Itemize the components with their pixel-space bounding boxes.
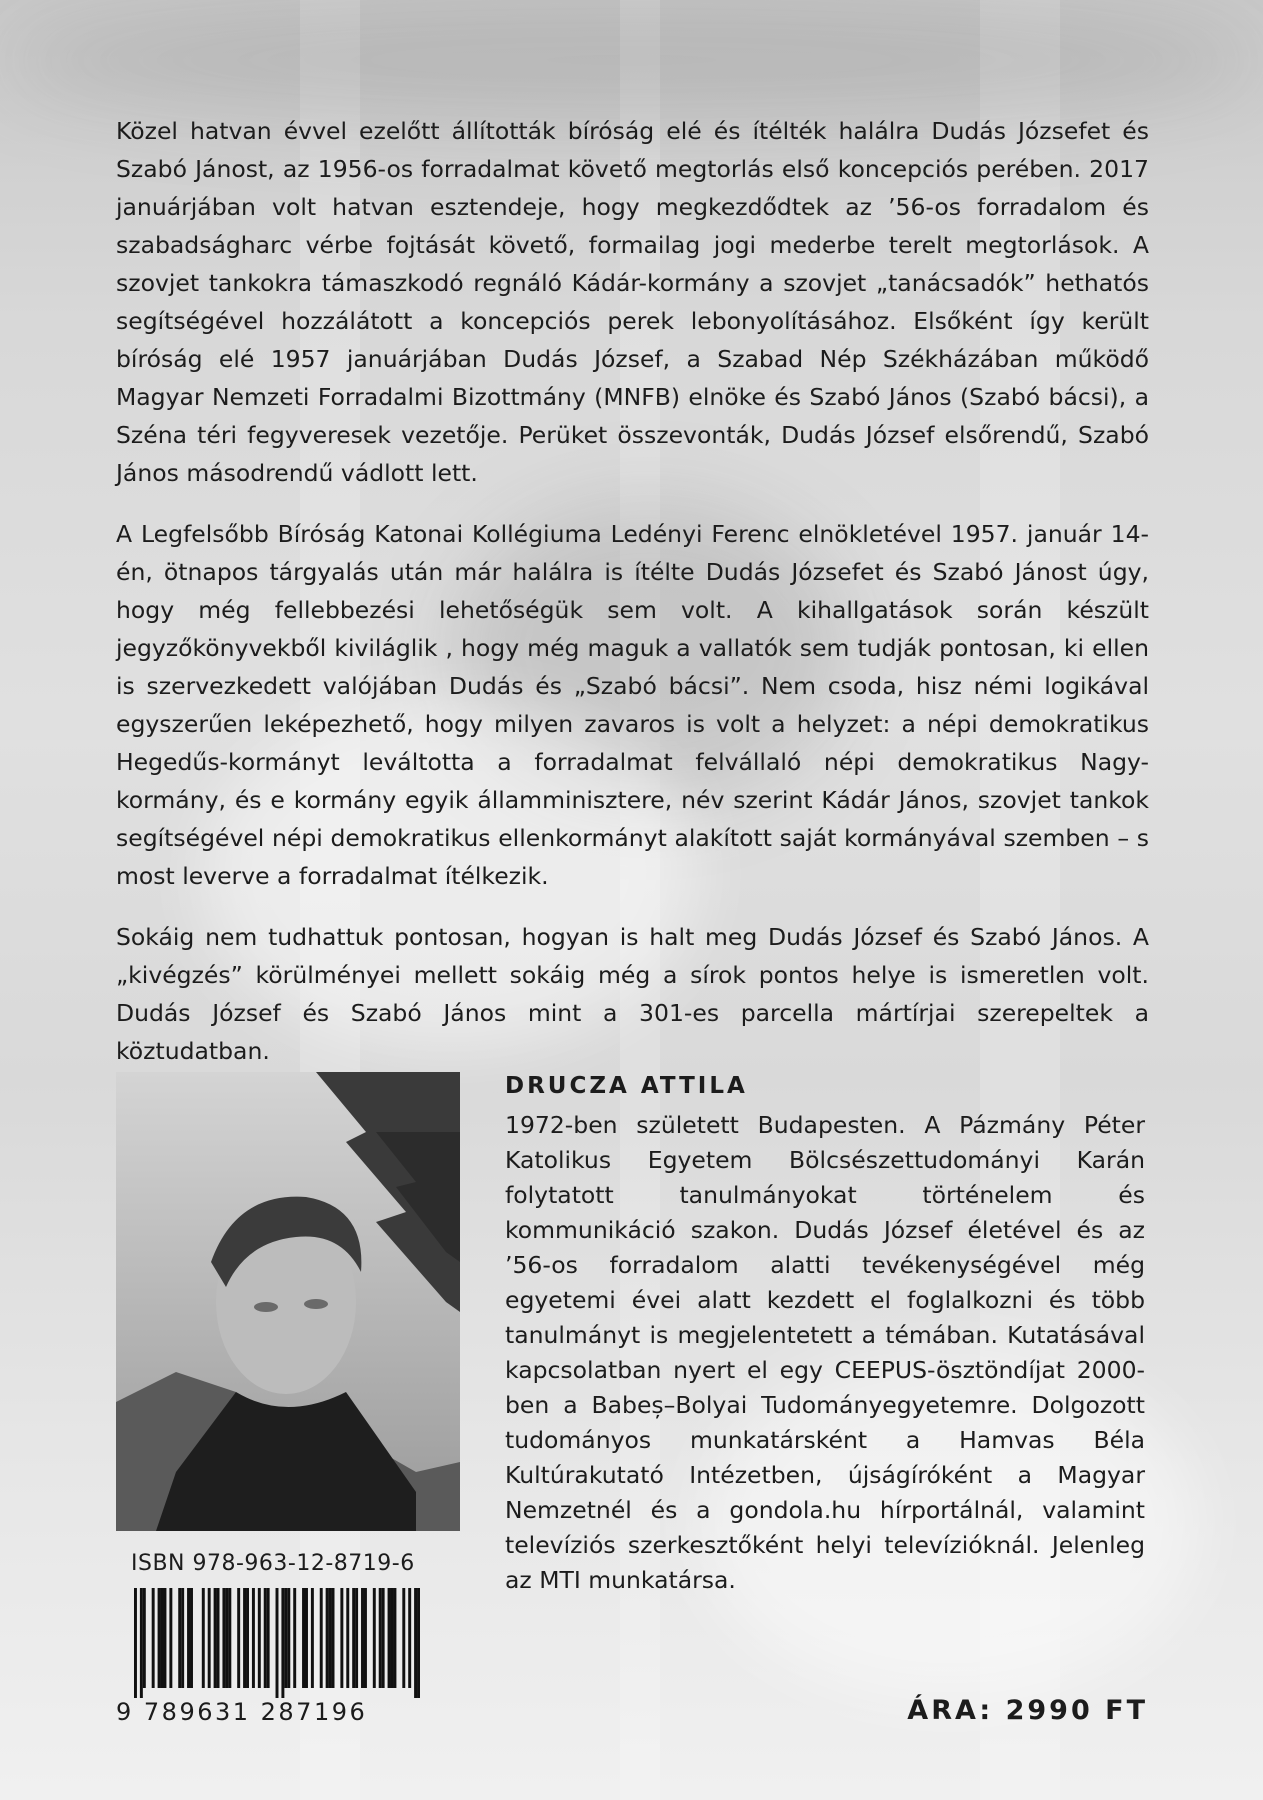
barcode-bar (258, 1588, 261, 1688)
barcode-bar (161, 1588, 164, 1688)
barcode-bar (281, 1588, 284, 1698)
barcode-bar (217, 1588, 220, 1688)
barcode-bar (208, 1588, 211, 1688)
barcode-bar (382, 1588, 385, 1688)
barcode-bar (190, 1588, 193, 1688)
barcode-bar (222, 1588, 225, 1688)
barcode-bar (293, 1588, 296, 1688)
author-photo (116, 1072, 460, 1531)
blurb-paragraph-2: A Legfelsőbb Bíróság Katonai Kollégiuma Ledényi Ferenc elnökletével 1957. január 14-én, ötnapos tárgyalás után már halálra is ítélte Dudás Józsefet és Szabó Jánost úgy, hogy még fellebbezési lehetőségük sem volt. A kihallgatások során készült jegyzőkönyvekből kiviláglik , hogy még maguk a vallatók sem tudják pontosan, ki ellen is szervezkedett valójában Dudás és „Szabó bácsi”. Nem csoda, hisz némi logikával egyszerűen leképezhető, hogy milyen zavaros is volt a helyzet: a népi demokratikus Hegedűs-kormányt leváltotta a forradalmat felvállaló népi demokratikus Nagy-kormány, és e kormány egyik államminisztere, név szerint Kádár János, szovjet tankok segítségével népi demokratikus ellenkormányt alakított saját kormányával szemben – s most leverve a forradalmat ítélkezik. (116, 520, 1149, 890)
barcode-bar (246, 1588, 249, 1688)
barcode-bar (158, 1588, 161, 1688)
barcode-bar (391, 1588, 394, 1688)
barcode-bar (225, 1588, 228, 1688)
barcode-bar (352, 1588, 355, 1688)
barcode-bar (214, 1588, 217, 1688)
price-label: ÁRA: 2990 FT (907, 1695, 1148, 1726)
barcode-bar (340, 1588, 343, 1688)
isbn-barcode (134, 1588, 420, 1698)
blurb-paragraph-1: Közel hatvan évvel ezelőtt állították bíróság elé és ítélték halálra Dudás Józsefet és Szabó Jánost, az 1956-os forradalmat követő megtorlás első koncepciós perében. 2017 januárjában volt hatvan esztendeje, hogy megkezdődtek az ’56-os forradalom és szabadságharc vérbe fojtását követő, formailag jogi mederbe terelt megtorlások. A szovjet tankokra támaszkodó regnáló Kádár-kormány a szovjet „tanácsadók” hethatós segítségével hozzálátott a koncepciós perek lebonyolításához. Elsőként így került bíróság elé 1957 januárjában Dudás József, a Szabad Nép Székházában működő Magyar Nemzeti Forradalmi Bizottmány (MNFB) elnöke és Szabó János (Szabó bácsi), a Széna téri fegyveresek vezetője. Perüket összevonták, Dudás József elsőrendű, Szabó János másodrendű vádlott lett. (116, 117, 1149, 487)
barcode-bar (237, 1588, 240, 1688)
barcode-bar (388, 1588, 391, 1688)
barcode-bar (332, 1588, 335, 1688)
isbn-label: ISBN 978-963-12-8719-6 (131, 1551, 415, 1576)
barcode-bar (202, 1588, 205, 1688)
barcode-bar (140, 1588, 143, 1698)
blurb-text (116, 112, 1149, 1093)
barcode-bar (393, 1588, 396, 1688)
barcode-bar (355, 1588, 358, 1688)
barcode-bar (187, 1588, 190, 1688)
barcode-bar (408, 1588, 411, 1688)
barcode-bar (134, 1588, 137, 1698)
barcode-bar (305, 1588, 308, 1688)
barcode-bar (267, 1588, 270, 1688)
author-name: DRUCZA ATTILA (505, 1073, 748, 1099)
barcode-bar (379, 1588, 382, 1688)
barcode-bar (361, 1588, 364, 1688)
barcode-bar (276, 1588, 279, 1698)
barcode-bar (152, 1588, 155, 1688)
barcode-bar (228, 1588, 231, 1688)
barcode-bar (417, 1588, 420, 1698)
barcode-bar (329, 1588, 332, 1688)
barcode-bar (346, 1588, 349, 1688)
barcode-bar (402, 1588, 405, 1688)
barcode-bar (163, 1588, 166, 1688)
blurb-paragraph-3: Sokáig nem tudhattuk pontosan, hogyan is halt meg Dudás József és Szabó János. A „kivégzés” körülményei mellett sokáig még a sírok pontos helye is ismeretlen volt. Dudás József és Szabó János mint a 301-es parcella mártírjai szerepeltek a köztudatban. (116, 923, 1149, 1065)
author-bio: 1972-ben született Budapesten. A Pázmány Péter Katolikus Egyetem Bölcsészettudományi Karán folytatott tanulmányokat történelem és kommunikáció szakon. Dudás József életével és az ’56-os forradalom alatti tevékenységével még egyetemi évei alatt kezdett el foglalkozni és több tanulmányt is megjelentetett a témában. Kutatásával kapcsolatban nyert el egy CEEPUS-ösztöndíjat 2000-ben a Babeș–Bolyai Tudományegyetemre. Dolgozott tudományos munkatársként a Hamvas Béla Kultúrakutató Intézetben, újságíróként a Magyar Nemzetnél és a gondola.hu hírportálnál, valamint televíziós szerkesztőként helyi televízióknál. Jelenleg az MTI munkatársa. (505, 1111, 1145, 1594)
barcode-bar (287, 1588, 290, 1688)
barcode-bar (169, 1588, 172, 1688)
barcode-bar (178, 1588, 181, 1688)
barcode-bar (252, 1588, 255, 1688)
barcode-bar (311, 1588, 314, 1688)
barcode-bar (181, 1588, 184, 1688)
barcode-bar (143, 1588, 146, 1688)
barcode-bar (243, 1588, 246, 1688)
barcode-bar (284, 1588, 287, 1688)
barcode-bar (326, 1588, 329, 1688)
barcode-digits: 9 789631 287196 (116, 1698, 368, 1726)
barcode-bar (364, 1588, 367, 1688)
barcode-bar (414, 1588, 417, 1698)
barcode-bar (264, 1588, 267, 1688)
barcode-bar (302, 1588, 305, 1688)
barcode-bar (320, 1588, 323, 1688)
barcode-bar (373, 1588, 376, 1688)
author-section (505, 1068, 1145, 1598)
